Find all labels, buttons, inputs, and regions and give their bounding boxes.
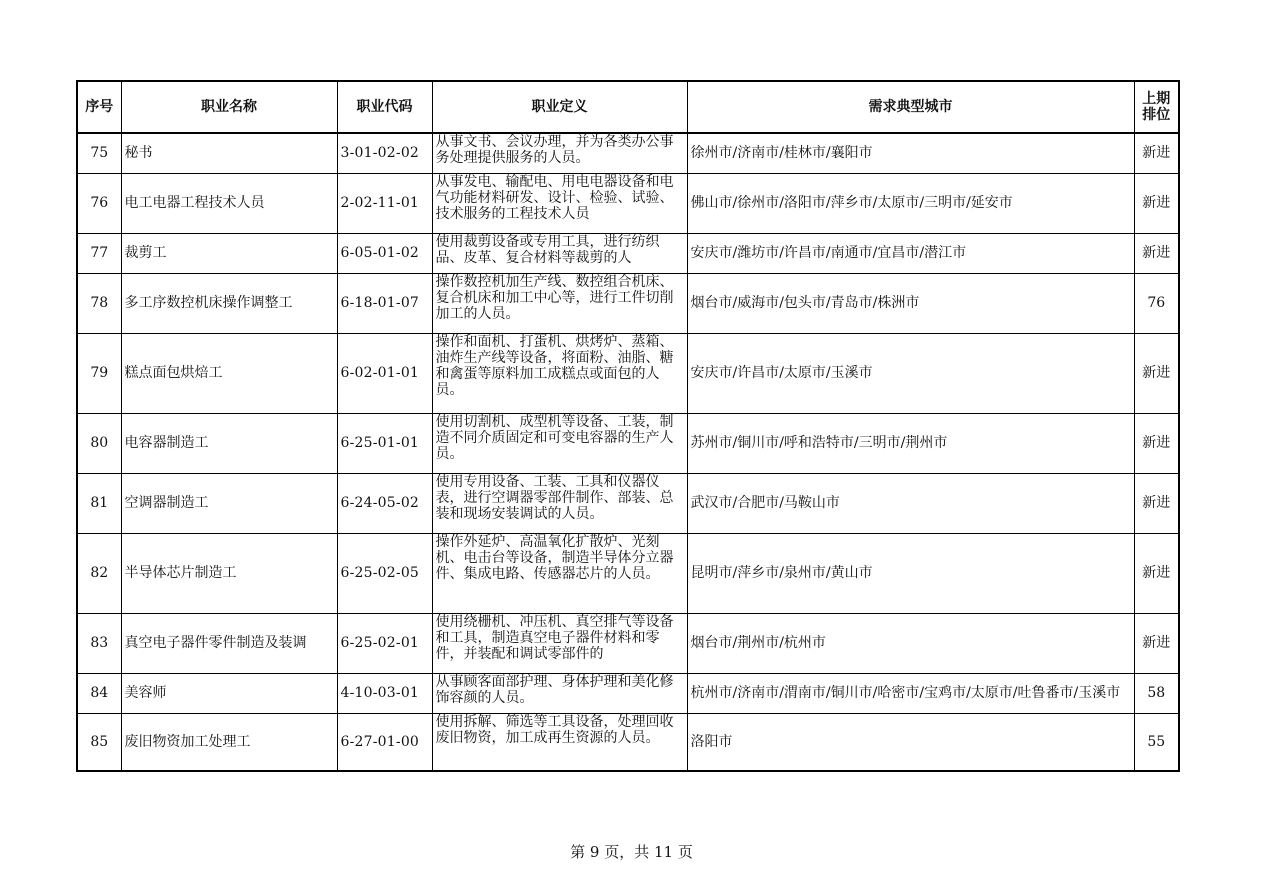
row-code: 4-10-03-01: [337, 673, 432, 713]
row-definition: 操作外延炉、高温氧化扩散炉、光刻机、电击台等设备，制造半导体分立器件、集成电路、传感器芯片的人员。: [435, 534, 674, 582]
row-cities: 徐州市/济南市/桂林市/襄阳市: [687, 133, 1134, 173]
row-definition: 使用绕栅机、冲压机、真空排气等设备和工具，制造真空电子器件材料和零件，并装配和调试零部件的: [435, 614, 674, 662]
row-code: 6-27-01-00: [337, 713, 432, 771]
row-name: 电容器制造工: [121, 413, 337, 473]
row-prev-rank: 新进: [1134, 613, 1179, 673]
table-row: [77, 533, 1179, 613]
row-definition: 从事顾客面部护理、身体护理和美化修饰容颜的人员。: [435, 674, 674, 706]
row-prev-rank: 55: [1134, 713, 1179, 771]
row-cities: 安庆市/潍坊市/许昌市/南通市/宜昌市/潜江市: [687, 233, 1134, 273]
row-seq: 78: [77, 273, 121, 333]
header-definition: 职业定义: [432, 81, 687, 133]
row-cities: 苏州市/铜川市/呼和浩特市/三明市/荆州市: [687, 413, 1134, 473]
row-prev-rank: 新进: [1134, 533, 1179, 613]
row-prev-rank: 新进: [1134, 173, 1179, 233]
row-prev-rank: 新进: [1134, 473, 1179, 533]
row-name: 空调器制造工: [121, 473, 337, 533]
header-row: [77, 81, 1179, 133]
row-cities: 武汉市/合肥市/马鞍山市: [687, 473, 1134, 533]
table-row: [77, 413, 1179, 473]
table-row: [77, 673, 1179, 713]
row-prev-rank: 新进: [1134, 233, 1179, 273]
header-prev-rank: 上期排位: [1134, 81, 1179, 133]
row-code: 3-01-02-02: [337, 133, 432, 173]
header-code: 职业代码: [337, 81, 432, 133]
row-name: 真空电子器件零件制造及装调: [121, 613, 337, 673]
row-code: 6-25-02-01: [337, 613, 432, 673]
header-name: 职业名称: [121, 81, 337, 133]
row-seq: 83: [77, 613, 121, 673]
table-row: [77, 613, 1179, 673]
row-prev-rank: 58: [1134, 673, 1179, 713]
table-row: [77, 233, 1179, 273]
row-prev-rank: 76: [1134, 273, 1179, 333]
row-prev-rank: 新进: [1134, 133, 1179, 173]
row-definition: 从事发电、输配电、用电电器设备和电气功能材料研发、设计、检验、试验、技术服务的工程技术人员: [435, 174, 674, 222]
row-seq: 76: [77, 173, 121, 233]
page-number-footer: 第 9 页，共 11 页: [570, 843, 693, 861]
row-seq: 79: [77, 333, 121, 413]
row-name: 裁剪工: [121, 233, 337, 273]
row-cities: 佛山市/徐州市/洛阳市/萍乡市/太原市/三明市/延安市: [687, 173, 1134, 233]
row-name: 电工电器工程技术人员: [121, 173, 337, 233]
row-cities: 洛阳市: [687, 713, 1134, 771]
row-seq: 81: [77, 473, 121, 533]
row-code: 2-02-11-01: [337, 173, 432, 233]
row-definition: 操作数控机加生产线、数控组合机床、复合机床和加工中心等，进行工件切削加工的人员。: [435, 274, 674, 322]
row-name: 美容师: [121, 673, 337, 713]
header-seq: 序号: [77, 81, 121, 133]
row-name: 糕点面包烘焙工: [121, 333, 337, 413]
row-name: 废旧物资加工处理工: [121, 713, 337, 771]
header-cities: 需求典型城市: [687, 81, 1134, 133]
row-name: 半导体芯片制造工: [121, 533, 337, 613]
table-row: [77, 273, 1179, 333]
row-code: 6-25-01-01: [337, 413, 432, 473]
table-row: [77, 133, 1179, 173]
row-definition: 使用拆解、筛选等工具设备，处理回收废旧物资，加工成再生资源的人员。: [435, 713, 674, 746]
row-definition: 从事文书、会议办理，并为各类办公事务处理提供服务的人员。: [435, 134, 674, 167]
row-definition: 操作和面机、打蛋机、烘烤炉、蒸箱、油炸生产线等设备，将面粉、油脂、糖和禽蛋等原料加工成糕点或面包的人员。: [435, 334, 674, 398]
row-code: 6-25-02-05: [337, 533, 432, 613]
row-name: 多工序数控机床操作调整工: [121, 273, 337, 333]
row-code: 6-24-05-02: [337, 473, 432, 533]
row-name: 秘书: [121, 133, 337, 173]
row-cities: 烟台市/威海市/包头市/青岛市/株洲市: [687, 273, 1134, 333]
row-seq: 80: [77, 413, 121, 473]
table-row: [77, 713, 1179, 771]
row-definition: 使用切割机、成型机等设备、工装，制造不同介质固定和可变电容器的生产人员。: [435, 414, 674, 462]
row-definition: 使用裁剪设备或专用工具，进行纺织品、皮革、复合材料等裁剪的人: [435, 234, 660, 266]
row-seq: 85: [77, 713, 121, 771]
row-seq: 84: [77, 673, 121, 713]
table-row: [77, 173, 1179, 233]
row-cities: 昆明市/萍乡市/泉州市/黄山市: [687, 533, 1134, 613]
row-seq: 82: [77, 533, 121, 613]
row-cities: 烟台市/荆州市/杭州市: [687, 613, 1134, 673]
row-seq: 75: [77, 133, 121, 173]
row-prev-rank: 新进: [1134, 413, 1179, 473]
row-code: 6-02-01-01: [337, 333, 432, 413]
row-code: 6-05-01-02: [337, 233, 432, 273]
table-row: [77, 473, 1179, 533]
row-cities: 杭州市/济南市/渭南市/铜川市/哈密市/宝鸡市/太原市/吐鲁番市/玉溪市: [690, 685, 1121, 701]
table-row: [77, 333, 1179, 413]
row-cities: 安庆市/许昌市/太原市/玉溪市: [687, 333, 1134, 413]
row-seq: 77: [77, 233, 121, 273]
row-prev-rank: 新进: [1134, 333, 1179, 413]
row-definition: 使用专用设备、工装、工具和仪器仪表，进行空调器零部件制作、部装、总装和现场安装调试的人员。: [435, 474, 674, 522]
row-code: 6-18-01-07: [337, 273, 432, 333]
occupation-table: [76, 80, 1180, 772]
